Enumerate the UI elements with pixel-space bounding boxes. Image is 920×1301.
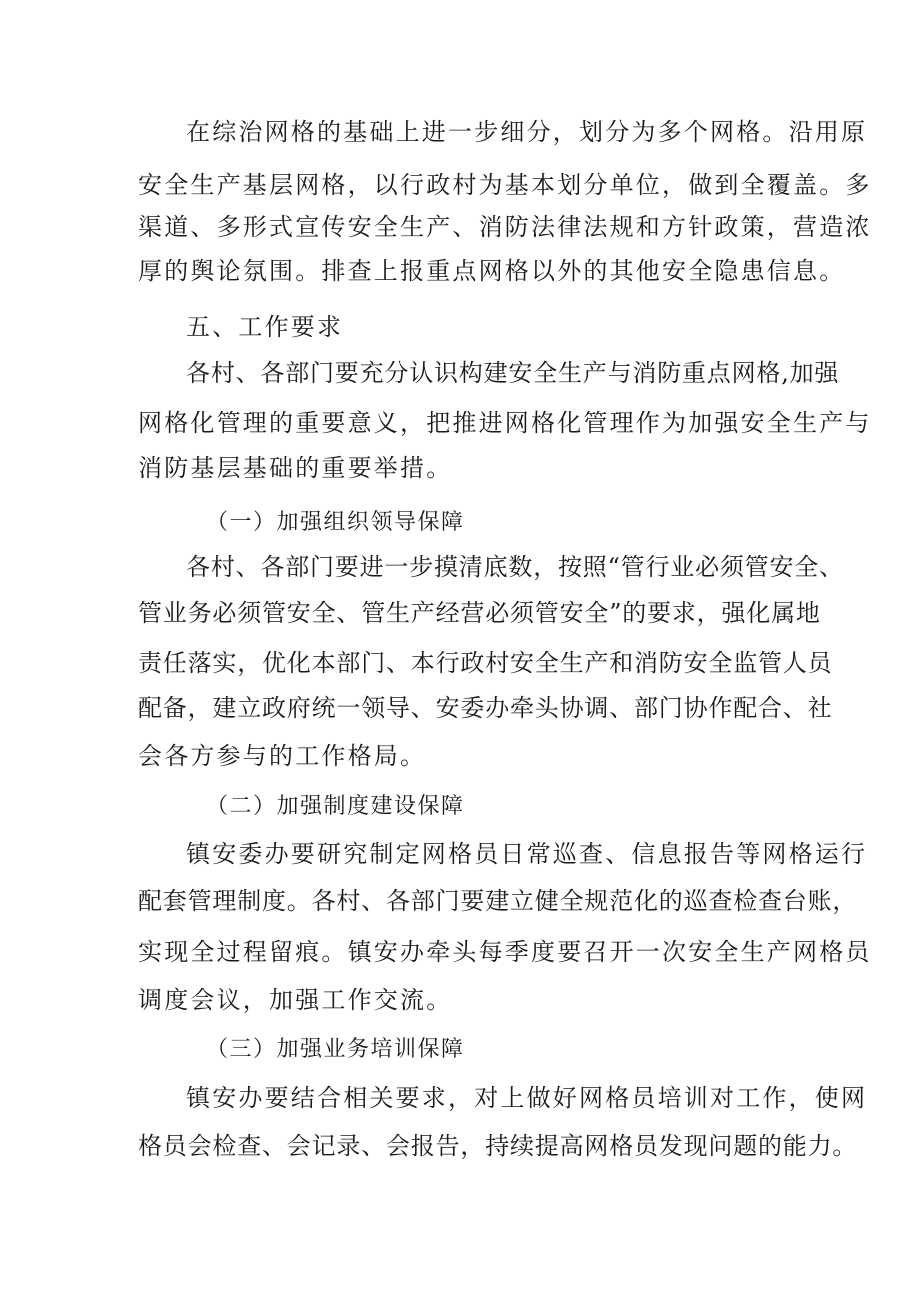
subsection-heading: （一）加强组织领导保障	[206, 510, 465, 535]
paragraph-line: 配备，建立政府统一领导、安委办牵头协调、部门协作配合、社	[138, 694, 833, 722]
paragraph-line: 调度会议，加强工作交流。	[138, 986, 453, 1014]
paragraph-line: 会各方参与的工作格局。	[138, 742, 427, 770]
paragraph-line: 各村、各部门要进一步摸清底数，按照“管行业必须管安全、	[186, 553, 844, 581]
paragraph-line: 镇安委办要研究制定网格员日常巡查、信息报告等网格运行	[186, 840, 868, 868]
paragraph-line: 实现全过程留痕。镇安办牵头每季度要召开一次安全生产网格员	[138, 938, 872, 966]
paragraph-line: 厚的舆论氛围。排查上报重点网格以外的其他安全隐患信息。	[138, 257, 846, 285]
subsection-heading: （三）加强业务培训保障	[206, 1037, 465, 1062]
section-heading: 五、工作要求	[186, 313, 344, 341]
paragraph-line: 渠道、多形式宣传安全生产、消防法律法规和方针政策，营造浓	[138, 213, 872, 241]
paragraph-line: 格员会检查、会记录、会报告，持续提高网格员发现问题的能力。	[138, 1132, 858, 1160]
paragraph-line: 安全生产基层网格，以行政村为基本划分单位，做到全覆盖。多	[138, 171, 872, 199]
paragraph-line: 网格化管理的重要意义，把推进网格化管理作为加强安全生产与	[138, 409, 872, 437]
paragraph-line: 各村、各部门要充分认识构建安全生产与消防重点网格,加强	[186, 359, 840, 387]
paragraph-line: 责任落实，优化本部门、本行政村安全生产和消防安全监管人员	[138, 649, 833, 677]
subsection-heading: （二）加强制度建设保障	[206, 794, 465, 819]
paragraph-line: 在综治网格的基础上进一步细分，划分为多个网格。沿用原	[186, 118, 868, 146]
paragraph-line: 镇安办要结合相关要求，对上做好网格员培训对工作，使网	[186, 1084, 868, 1112]
paragraph-line: 管业务必须管安全、管生产经营必须管安全”的要求，强化属地	[138, 599, 821, 627]
paragraph-line: 配套管理制度。各村、各部门要建立健全规范化的巡查检查台账，	[138, 887, 858, 915]
paragraph-line: 消防基层基础的重要举措。	[138, 454, 453, 482]
